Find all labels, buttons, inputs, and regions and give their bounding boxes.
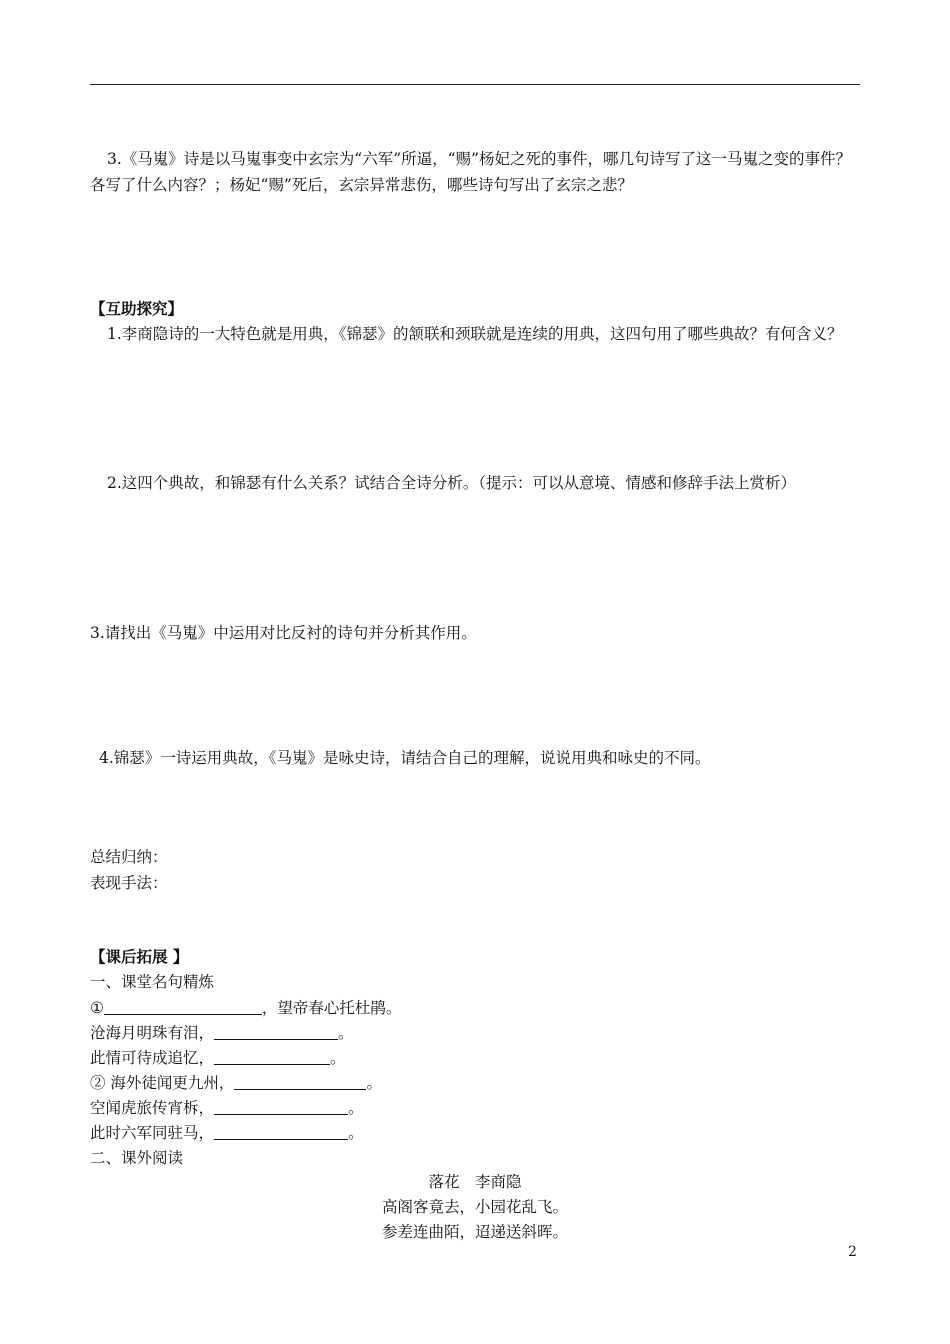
part1-title: 一、课堂名句精炼 — [90, 973, 215, 991]
answer-blank[interactable] — [214, 1023, 338, 1040]
section-heading-huzhu: 【互助探究】 — [90, 299, 184, 318]
answer-blank[interactable] — [214, 1098, 348, 1115]
question-3-mawei: 3.《马嵬》诗是以马嵬事变中玄宗为“六军”所逼，“赐”杨妃之死的事件，哪几句诗写了这一马嵬之变的事件？各写了什么内容？；杨妃“赐”死后，玄宗异常悲伤，哪些诗句写出了玄宗之悲？ — [90, 150, 851, 194]
quote-line: 空闻虎旅传宵柝， 。 — [90, 1099, 364, 1117]
answer-blank[interactable] — [234, 1073, 366, 1090]
quote-line: ② 海外徒闻更九州， 。 — [90, 1074, 382, 1092]
poem-line: 高阁客竟去，小园花乱飞。 — [381, 1198, 568, 1216]
section-heading-kehou: 【课后拓展 】 — [90, 947, 189, 966]
header-rule — [90, 84, 860, 85]
quote-line: 此时六军同驻马， 。 — [90, 1124, 364, 1142]
huzhu-question-1: 1.李商隐诗的一大特色就是用典，《锦瑟》的颔联和颈联就是连续的用典，这四句用了哪些典故？有何含义？ — [107, 325, 843, 343]
huzhu-question-2: 2.这四个典故，和锦瑟有什么关系？试结合全诗分析。（提示：可以从意境、情感和修辞手法上赏析） — [107, 474, 797, 492]
technique-label: 表现手法： — [90, 874, 168, 892]
quote-line: ① ，望帝春心托杜鹃。 — [90, 999, 402, 1017]
quote-line: 此情可待成追忆， 。 — [90, 1049, 346, 1067]
part2-title: 二、课外阅读 — [90, 1149, 184, 1167]
page-number: 2 — [848, 1244, 857, 1260]
answer-blank[interactable] — [214, 1048, 330, 1065]
answer-blank[interactable] — [214, 1123, 348, 1140]
quote-line: 沧海月明珠有泪， 。 — [90, 1024, 354, 1042]
poem-line: 参差连曲陌，迢递送斜晖。 — [381, 1223, 568, 1241]
huzhu-question-4: 4.锦瑟》一诗运用典故，《马嵬》是咏史诗，请结合自己的理解，说说用典和咏史的不同。 — [99, 749, 711, 767]
summary-label: 总结归纳： — [90, 848, 168, 866]
poem-title: 落花 李商隐 — [428, 1173, 522, 1191]
huzhu-question-3: 3.请找出《马嵬》中运用对比反衬的诗句并分析其作用。 — [90, 624, 477, 642]
answer-blank[interactable] — [104, 998, 262, 1015]
